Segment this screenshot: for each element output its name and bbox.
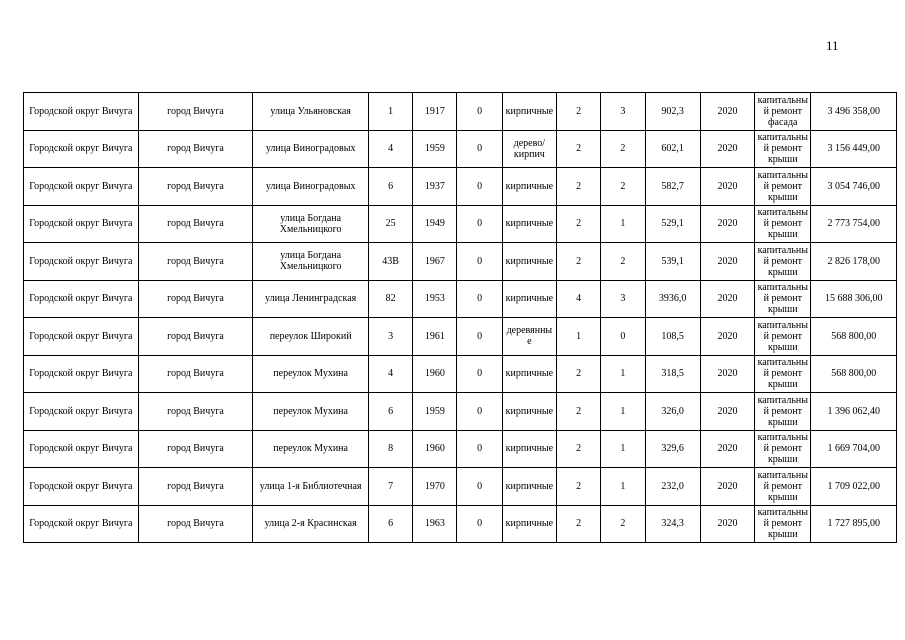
- cell-year-built: 1917: [413, 93, 457, 131]
- cell-column-6: 0: [457, 243, 502, 281]
- cell-entrances: 2: [601, 243, 645, 281]
- cell-floors: 2: [557, 168, 601, 206]
- cell-city: город Вичуга: [138, 205, 253, 243]
- cell-house-number: 6: [368, 505, 412, 543]
- cell-entrances: 2: [601, 505, 645, 543]
- cell-area: 326,0: [645, 393, 700, 431]
- table-row: [24, 130, 897, 168]
- cell-area: 3936,0: [645, 280, 700, 318]
- cell-wall-material: дерево/кирпич: [502, 130, 556, 168]
- cell-city: город Вичуга: [138, 468, 253, 506]
- cell-area: 539,1: [645, 243, 700, 281]
- cell-floors: 2: [557, 93, 601, 131]
- cell-street: улица Ульяновская: [253, 93, 369, 131]
- table-body: [24, 93, 897, 543]
- cell-district: Городской округ Вичуга: [24, 468, 139, 506]
- cell-wall-material: кирпичные: [502, 243, 556, 281]
- cell-work-type: капитальный ремонт крыши: [755, 168, 811, 206]
- cell-city: город Вичуга: [138, 393, 253, 431]
- cell-entrances: 0: [601, 318, 645, 356]
- cell-plan-year: 2020: [700, 280, 754, 318]
- page-number: 11: [826, 38, 839, 53]
- cell-work-type: капитальный ремонт крыши: [755, 280, 811, 318]
- cell-district: Городской округ Вичуга: [24, 430, 139, 468]
- cell-year-built: 1949: [413, 205, 457, 243]
- cell-street: переулок Мухина: [253, 355, 369, 393]
- cell-floors: 4: [557, 280, 601, 318]
- cell-year-built: 1953: [413, 280, 457, 318]
- cell-plan-year: 2020: [700, 318, 754, 356]
- cell-street: улица 2-я Красинская: [253, 505, 369, 543]
- cell-city: город Вичуга: [138, 130, 253, 168]
- cell-cost: 3 054 746,00: [811, 168, 897, 206]
- cell-entrances: 1: [601, 393, 645, 431]
- cell-entrances: 1: [601, 468, 645, 506]
- cell-wall-material: кирпичные: [502, 93, 556, 131]
- cell-plan-year: 2020: [700, 355, 754, 393]
- cell-wall-material: кирпичные: [502, 280, 556, 318]
- cell-column-6: 0: [457, 318, 502, 356]
- cell-area: 902,3: [645, 93, 700, 131]
- cell-wall-material: кирпичные: [502, 468, 556, 506]
- table-row: [24, 205, 897, 243]
- cell-year-built: 1959: [413, 393, 457, 431]
- cell-floors: 2: [557, 430, 601, 468]
- cell-street: переулок Мухина: [253, 393, 369, 431]
- cell-street: улица Богдана Хмельницкого: [253, 205, 369, 243]
- cell-plan-year: 2020: [700, 93, 754, 131]
- cell-wall-material: деревянные: [502, 318, 556, 356]
- cell-column-6: 0: [457, 280, 502, 318]
- cell-house-number: 43В: [368, 243, 412, 281]
- cell-house-number: 82: [368, 280, 412, 318]
- cell-year-built: 1967: [413, 243, 457, 281]
- cell-cost: 568 800,00: [811, 355, 897, 393]
- cell-house-number: 4: [368, 355, 412, 393]
- cell-street: переулок Широкий: [253, 318, 369, 356]
- cell-district: Городской округ Вичуга: [24, 205, 139, 243]
- cell-area: 324,3: [645, 505, 700, 543]
- cell-work-type: капитальный ремонт крыши: [755, 355, 811, 393]
- cell-plan-year: 2020: [700, 243, 754, 281]
- cell-plan-year: 2020: [700, 505, 754, 543]
- cell-work-type: капитальный ремонт крыши: [755, 130, 811, 168]
- cell-cost: 3 496 358,00: [811, 93, 897, 131]
- table-row: [24, 243, 897, 281]
- cell-cost: 1 727 895,00: [811, 505, 897, 543]
- cell-city: город Вичуга: [138, 505, 253, 543]
- cell-entrances: 2: [601, 130, 645, 168]
- cell-city: город Вичуга: [138, 430, 253, 468]
- table-row: [24, 505, 897, 543]
- cell-work-type: капитальный ремонт крыши: [755, 205, 811, 243]
- cell-district: Городской округ Вичуга: [24, 280, 139, 318]
- cell-year-built: 1960: [413, 430, 457, 468]
- cell-floors: 2: [557, 393, 601, 431]
- cell-plan-year: 2020: [700, 205, 754, 243]
- cell-column-6: 0: [457, 168, 502, 206]
- cell-entrances: 2: [601, 168, 645, 206]
- cell-area: 529,1: [645, 205, 700, 243]
- cell-area: 318,5: [645, 355, 700, 393]
- cell-entrances: 1: [601, 355, 645, 393]
- cell-wall-material: кирпичные: [502, 205, 556, 243]
- cell-cost: 1 669 704,00: [811, 430, 897, 468]
- cell-column-6: 0: [457, 93, 502, 131]
- cell-street: улица Богдана Хмельницкого: [253, 243, 369, 281]
- cell-district: Городской округ Вичуга: [24, 505, 139, 543]
- cell-year-built: 1970: [413, 468, 457, 506]
- cell-plan-year: 2020: [700, 393, 754, 431]
- cell-column-6: 0: [457, 355, 502, 393]
- cell-city: город Вичуга: [138, 355, 253, 393]
- cell-year-built: 1960: [413, 355, 457, 393]
- cell-floors: 2: [557, 355, 601, 393]
- cell-wall-material: кирпичные: [502, 168, 556, 206]
- cell-area: 232,0: [645, 468, 700, 506]
- cell-floors: 1: [557, 318, 601, 356]
- cell-house-number: 1: [368, 93, 412, 131]
- cell-column-6: 0: [457, 430, 502, 468]
- cell-cost: 1 709 022,00: [811, 468, 897, 506]
- housing-repair-table: [23, 92, 897, 543]
- cell-house-number: 8: [368, 430, 412, 468]
- cell-column-6: 0: [457, 205, 502, 243]
- cell-work-type: капитальный ремонт фасада: [755, 93, 811, 131]
- cell-city: город Вичуга: [138, 280, 253, 318]
- cell-district: Городской округ Вичуга: [24, 130, 139, 168]
- cell-column-6: 0: [457, 505, 502, 543]
- cell-street: улица Виноградовых: [253, 168, 369, 206]
- cell-district: Городской округ Вичуга: [24, 93, 139, 131]
- table-row: [24, 355, 897, 393]
- cell-plan-year: 2020: [700, 468, 754, 506]
- cell-city: город Вичуга: [138, 243, 253, 281]
- cell-year-built: 1963: [413, 505, 457, 543]
- cell-plan-year: 2020: [700, 130, 754, 168]
- cell-cost: 15 688 306,00: [811, 280, 897, 318]
- cell-wall-material: кирпичные: [502, 430, 556, 468]
- table-row: [24, 430, 897, 468]
- table-row: [24, 393, 897, 431]
- cell-floors: 2: [557, 243, 601, 281]
- cell-work-type: капитальный ремонт крыши: [755, 318, 811, 356]
- cell-work-type: капитальный ремонт крыши: [755, 505, 811, 543]
- cell-work-type: капитальный ремонт крыши: [755, 468, 811, 506]
- cell-cost: 2 826 178,00: [811, 243, 897, 281]
- cell-district: Городской округ Вичуга: [24, 318, 139, 356]
- cell-district: Городской округ Вичуга: [24, 393, 139, 431]
- cell-house-number: 4: [368, 130, 412, 168]
- cell-city: город Вичуга: [138, 168, 253, 206]
- cell-floors: 2: [557, 130, 601, 168]
- cell-year-built: 1961: [413, 318, 457, 356]
- cell-area: 329,6: [645, 430, 700, 468]
- cell-entrances: 1: [601, 205, 645, 243]
- cell-column-6: 0: [457, 468, 502, 506]
- cell-column-6: 0: [457, 130, 502, 168]
- cell-district: Городской округ Вичуга: [24, 168, 139, 206]
- cell-district: Городской округ Вичуга: [24, 243, 139, 281]
- cell-entrances: 3: [601, 93, 645, 131]
- cell-entrances: 1: [601, 430, 645, 468]
- cell-house-number: 25: [368, 205, 412, 243]
- cell-area: 602,1: [645, 130, 700, 168]
- cell-street: улица Виноградовых: [253, 130, 369, 168]
- cell-cost: 568 800,00: [811, 318, 897, 356]
- cell-area: 582,7: [645, 168, 700, 206]
- cell-city: город Вичуга: [138, 93, 253, 131]
- table-row: [24, 280, 897, 318]
- cell-cost: 2 773 754,00: [811, 205, 897, 243]
- cell-wall-material: кирпичные: [502, 355, 556, 393]
- cell-house-number: 7: [368, 468, 412, 506]
- cell-house-number: 6: [368, 168, 412, 206]
- cell-district: Городской округ Вичуга: [24, 355, 139, 393]
- cell-floors: 2: [557, 505, 601, 543]
- table-row: [24, 318, 897, 356]
- cell-work-type: капитальный ремонт крыши: [755, 430, 811, 468]
- cell-cost: 3 156 449,00: [811, 130, 897, 168]
- cell-floors: 2: [557, 468, 601, 506]
- cell-year-built: 1937: [413, 168, 457, 206]
- cell-floors: 2: [557, 205, 601, 243]
- cell-work-type: капитальный ремонт крыши: [755, 243, 811, 281]
- cell-street: улица 1-я Библиотечная: [253, 468, 369, 506]
- table-row: [24, 468, 897, 506]
- cell-wall-material: кирпичные: [502, 393, 556, 431]
- cell-year-built: 1959: [413, 130, 457, 168]
- cell-cost: 1 396 062,40: [811, 393, 897, 431]
- cell-work-type: капитальный ремонт крыши: [755, 393, 811, 431]
- table-row: [24, 168, 897, 206]
- cell-area: 108,5: [645, 318, 700, 356]
- cell-plan-year: 2020: [700, 168, 754, 206]
- table-row: [24, 93, 897, 131]
- cell-house-number: 6: [368, 393, 412, 431]
- cell-entrances: 3: [601, 280, 645, 318]
- cell-street: переулок Мухина: [253, 430, 369, 468]
- cell-plan-year: 2020: [700, 430, 754, 468]
- cell-street: улица Ленинградская: [253, 280, 369, 318]
- cell-wall-material: кирпичные: [502, 505, 556, 543]
- cell-house-number: 3: [368, 318, 412, 356]
- cell-city: город Вичуга: [138, 318, 253, 356]
- cell-column-6: 0: [457, 393, 502, 431]
